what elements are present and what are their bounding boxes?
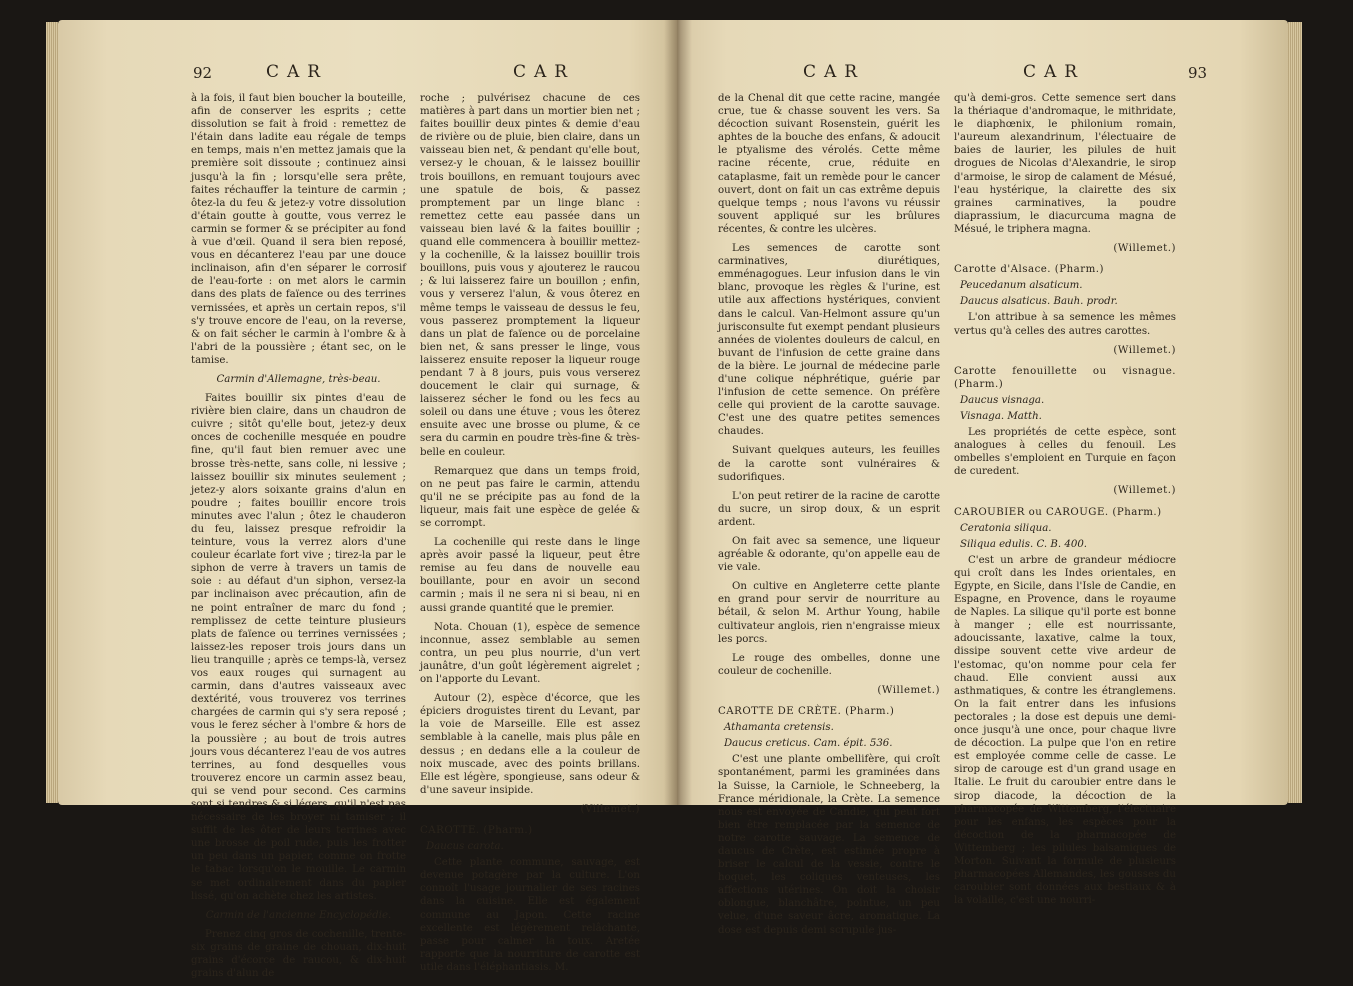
running-head-right: CAR (1023, 62, 1086, 82)
latin-name: Siliqua edulis. C. B. 400. (960, 538, 1088, 550)
column-2 (954, 92, 1176, 913)
left-page (58, 20, 678, 980)
paragraph: Suivant quelques auteurs, les feuilles de la carotte sont vulnéraires & sudorifiques. (718, 445, 940, 483)
paragraph: Autour (2), espèce d'écorce, que les épiciers droguistes tirent du Levant, par la voie de Marseille. Elle est assez semblable à la canelle, mais plus pâle en dessus ; en dedans elle a la couleur de noix muscade, avec des points brillans. Elle est légère, spongieuse, sans odeur & d'une saveur insipide. (420, 693, 640, 796)
page-edges-right (1288, 22, 1302, 803)
latin-name: Daucus creticus. Cam. épit. 536. (724, 738, 893, 750)
paragraph: On cultive en Angleterre cette plante en grand pour servir de nourriture au bétail, & selon M. Arthur Young, habile cultivateur anglois, rien n'engraisse mieux les porcs. (718, 581, 940, 645)
page-number: 93 (1188, 64, 1208, 82)
paragraph: de la Chenal dit que cette racine, mangée crue, tue & chasse souvent les vers. Sa décoction suivant Rosenstein, guérit les aphtes de la bouche des enfans, & adoucit le ptyalisme des vérolés. Cette même racine récente, crue, réduite en cataplasme, fait un remède pour le cancer ouvert, dont on fait un cas extrême depuis quelque temps ; nous l'avons vu réussir souvent appliqué sur les brûlures récentes, & contre les ulcères. (718, 93, 940, 235)
paragraph: Les semences de carotte sont carminatives, diurétiques, emménagogues. Leur infusion dans le vin blanc, provoque les règles & l'urine, est utile aux affections hystériques, convient dans le calcul. Van-Helmont assure qu'un jurisconsulte fut exempt pendant plusieurs années de violentes douleurs de calcul, en buvant de l'infusion de cette graine dans de la bière. Le journal de médecine parle d'une colique néphrétique, guérie par l'infusion de cette semence. On préfère celle qui provient de la carotte sauvage. C'est une des quatre petites semences chaudes. (718, 243, 940, 438)
running-head-right: CAR (513, 62, 576, 82)
paragraph: L'on attribue à sa semence les mêmes vertus qu'à celles des autres carottes. (954, 312, 1176, 337)
paragraph: qu'à demi-gros. Cette semence sert dans la thériaque d'andromaque, le mithridate, le diaphœnix, le philonium romain, l'aureum alexandrinum, l'électuaire de baies de laurier, les pilules de huit drogues de Nicolas d'Alexandrie, le sirop d'armoise, le sirop de calament de Mésué, l'eau hystérique, la clairette des six graines carminatives, la poudre diaprassium, le diacurcuma magna de Mésué, le triphera magna. (954, 93, 1176, 235)
paragraph: Remarquez que dans un temps froid, on ne peut pas faire le carmin, attendu qu'il ne se précipite pas au fond de la liqueur, mais fait une espèce de gelée & se corrompt. (420, 465, 640, 529)
page-edges-left (46, 22, 58, 803)
entry-heading: CAROTTE DE CRÈTE. (Pharm.) (718, 706, 895, 718)
paragraph: à la fois, il faut bien boucher la bouteille, afin de conserver les esprits ; cette dissolution se fait à froid : remettez de l'étain dans ladite eau régale de temps en temps, mais n'en mettez jamais que la première soit dissoute ; continuez ainsi jusqu'à la fin ; lorsqu'elle sera prête, faites réchauffer la teinture de carmin ; ôtez-la du feu & jetez-y votre dissolution d'étain goutte à goutte, vous verrez le carmin se former & se précipiter au fond à vue d'œil. Quand il sera bien reposé, vous en décanterez l'eau par une douce inclinaison, afin d'en séparer le corrosif de l'eau-forte : on met alors le carmin dans des plats de faïence ou des terrines vernissées, et après un certain repos, s'il s'y trouve encore de l'eau, on la reverse, & on fait sécher le carmin à l'ombre & à l'abri de la poussière ; étant sec, on le tamise. (191, 93, 406, 366)
paragraph: C'est une plante ombellifère, qui croît spontanément, parmi les graminées dans la Suisse, la Carniole, le Schneeberg, la France méridionale, la Crète. La semence nous est envoyée de Candie, qui peut fort bien être remplacée par la semence de notre carotte sauvage. La semence de daucus de Crète, est estimée propre à briser le calcul de la vessie, contre le hoquet, les coliques venteuses, les affections utérines. On doit la choisir oblongue, blanchâtre, pointue, un peu velue, d'une saveur âcre, aromatique. La dose est depuis demi scrupule jus- (718, 754, 940, 936)
author-signature: (Willemet.) (1113, 485, 1176, 497)
right-page (678, 20, 1288, 936)
latin-name: Daucus alsaticus. Bauh. prodr. (960, 296, 1118, 308)
paragraph: Nota. Chouan (1), espèce de semence inconnue, assez semblable au semen contra, un peu plus nourrie, d'un vert jaunâtre, d'un goût légèrement aigrelet ; on l'apporte du Levant. (420, 621, 640, 686)
paragraph: Cette plante commune, sauvage, est devenue potagère par la culture. L'on connoît l'usage journalier de ses racines dans la cuisine. Elle est également commune au Japon. Cette racine excellente est légèrement relâchante, passe pour calmer la toux. Aretée rapporte que la nourriture de carotte est utile dans l'éléphantiasis. M. (420, 857, 640, 973)
section-heading: Carmin de l'ancienne Encyclopédie. (205, 909, 392, 921)
author-signature: (Willemet.) (1113, 344, 1176, 356)
entry-heading: CAROTTE. (Pharm.) (420, 824, 533, 836)
paragraph: L'on peut retirer de la racine de carotte du sucre, un sirop doux, & un esprit ardent. (718, 490, 940, 528)
latin-name: Peucedanum alsaticum. (960, 280, 1083, 292)
latin-name: Ceratonia siliqua. (960, 522, 1052, 534)
paragraph: C'est un arbre de grandeur médiocre qui croît dans les Indes orientales, en Egypte, en Sicile, dans l'Isle de Candie, en Espagne, en Provence, dans le royaume de Naples. La silique qu'il porte est bonne à manger ; elle est nourrissante, adoucissante, laxative, calme la toux, dissipe souvent cette vive ardeur de l'estomac, qu'on nomme pour cela fer chaud. Elle convient aussi aux asthmatiques, & contre les étranglemens. On la fait entrer dans les infusions pectorales ; la dose est depuis une demi-once jusqu'à une once, pour chaque livre de décoction. La pulpe que l'on en retire est employée comme celle de casse. Le sirop de carouge est d'un grand usage en Italie. Le fruit du caroubier entre dans le sirop diacode, la décoction de la pharmacopée de Wittemberg, l'électuaire pour les enfans, les espèces pour la décoction de la pharmacopée de Wittemberg ; les pilules balsamiques de Morton. Suivant la formule de plusieurs pharmacopées Allemandes, les gousses du caroubier sont données aux bestiaux & à la volaille, c'est une nourri- (954, 554, 1176, 907)
running-head: CAR (803, 62, 866, 82)
page-number: 92 (193, 64, 213, 82)
author-signature: (Villemet.) (580, 803, 640, 815)
author-signature: (Willemet.) (877, 684, 940, 696)
latin-name: Daucus visnaga. (960, 394, 1045, 406)
author-signature: (Willemet.) (1113, 243, 1176, 255)
entry-heading: CAROUBIER ou CAROUGE. (Pharm.) (954, 506, 1162, 518)
paragraph: La cochenille qui reste dans le linge après avoir passé la liqueur, peut être remise au feu dans de nouvelle eau bouillante, pour en avoir un second carmin ; mais il ne sera ni si beau, ni en aussi grande quantité que le premier. (420, 537, 640, 614)
section-heading: Carmin d'Allemagne, très-beau. (216, 373, 381, 385)
entry-heading: Carotte fenouillette ou visnague. (Pharm.) (954, 365, 1176, 390)
running-head: CAR (266, 62, 329, 82)
entry-heading: Carotte d'Alsace. (Pharm.) (954, 264, 1104, 276)
paragraph: Les propriétés de cette espèce, sont analogues à celles du fenouil. Les ombelles s'emploient en Turquie en façon de curedent. (954, 427, 1176, 478)
latin-name: Athamanta cretensis. (724, 722, 834, 734)
column-1 (718, 92, 940, 943)
paragraph: Prenez cinq gros de cochenille, trente-six grains de graine de chouan, dix-huit grains d'écorce de raucou, & dix-huit grains d'alun de (191, 928, 406, 980)
column-2 (420, 92, 640, 980)
paragraph: Le rouge des ombelles, donne une couleur de cochenille. (718, 652, 940, 677)
latin-name: Daucus carota. (426, 841, 504, 853)
paragraph: On fait avec sa semence, une liqueur agréable & odorante, qu'on appelle eau de vie vale. (718, 536, 940, 574)
column-1 (191, 92, 406, 986)
paragraph: Faites bouillir six pintes d'eau de rivière bien claire, dans un chaudron de cuivre ; sitôt qu'elle bout, jetez-y deux onces de cochenille mesquée en poudre fine, qu'il faut bien remuer avec une brosse très-nette, sans colle, ni lessive ; laissez bouillir six minutes seulement ; jetez-y alors soixante grains d'alun en poudre ; faites bouillir encore trois minutes avec l'alun ; ôtez le chauderon du feu, laissez presque refroidir la teinture, vous la verrez alors d'une couleur écarlate fort vive ; tirez-la par le siphon de verre à travers un tamis de soie : au défaut d'un siphon, versez-la par inclinaison avec précaution, afin de ne point entraîner de marc du fond ; remplissez de cette teinture plusieurs plats de faïence ou terrines vernissées ; laissez-les reposer trois jours dans un lieu tranquille ; après ce temps-là, versez vos eaux rouges qui surnagent au carmin, dans d'autres vaisseaux avec dextérité, vous trouverez vos terrines chargées de carmin qui s'y sera reposé ; vous le ferez sécher à l'ombre & hors de la poussière ; au bout de trois autres jours vous décanterez l'eau de vos autres terrines, au fond desquelles vous trouverez encore un carmin assez beau, qui se vend pour second. Ces carmins sont si tendres & si légers, qu'il n'est pas nécessaire de les broyer ni tamiser ; il suffit de les ôter de leurs terrines avec une brosse de poil rude, puis les frotter un peu dans un papier, comme on frotte le tabac lorsqu'on le mouille. Le carmin se met ordinairement dans du papier lissé, qu'on achète chez les artistes. (191, 393, 406, 902)
paragraph: roche ; pulvérisez chacune de ces matières à part dans un mortier bien net ; faites bouillir deux pintes & demie d'eau de rivière ou de pluie, bien claire, dans un vaisseau bien net, & pendant qu'elle bout, versez-y le chouan, & le laissez bouillir trois bouillons, en remuant toujours avec une spatule de bois, & passez promptement par un linge blanc : remettez cette eau passée dans un vaisseau bien lavé & la faites bouillir ; quand elle commencera à bouillir mettez-y la cochenille, & la laissez bouillir trois bouillons, puis vous y ajouterez le raucou ; & lui laisserez faire un bouillon ; enfin, vous y verserez l'alun, & vous ôterez en même temps le vaisseau de dessus le feu, vous passerez promptement la liqueur dans un plat de faïence ou de porcelaine bien net, & sans presser le linge, vous laisserez ensuite reposer la liqueur rouge pendant 7 à 8 jours, puis vous verserez doucement le clair qui surnage, & laisserez sécher le fond ou les fecs au soleil ou dans une étuve ; vous les ôterez ensuite avec une brosse ou plume, & ce sera du carmin en poudre très-fine & très-belle en couleur. (420, 93, 640, 458)
latin-name: Visnaga. Matth. (960, 410, 1042, 422)
